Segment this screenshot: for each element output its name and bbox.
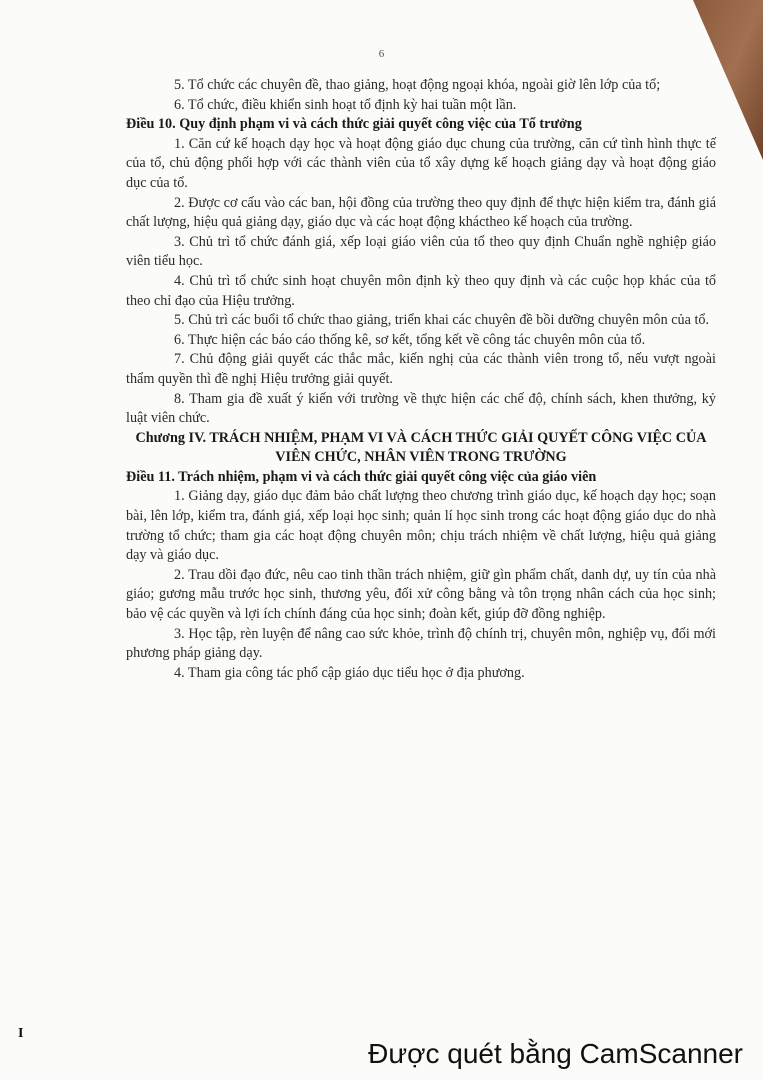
chapter-heading: Chương IV. TRÁCH NHIỆM, PHẠM VI VÀ CÁCH THỨC GIẢI QUYẾT CÔNG VIỆC CỦA VIÊN CHỨC, NHÂN VIÊN TRONG TRƯỜNG — [135, 429, 707, 466]
list-item: 6. Tổ chức, điều khiển sinh hoạt tổ định kỳ hai tuần một lần. — [174, 96, 517, 113]
list-item: 7. Chủ động giải quyết các thắc mắc, kiến nghị của các thành viên trong tổ, nếu vượt ngoài thẩm quyền thì đề nghị Hiệu trưởng giải quyết. — [126, 351, 716, 387]
list-item: 4. Chủ trì tổ chức sinh hoạt chuyên môn định kỳ theo quy định và các cuộc họp khác của tổ theo chỉ đạo của Hiệu trưởng. — [126, 272, 716, 309]
footer-mark: I — [18, 1026, 24, 1041]
list-item: 5. Chủ trì các buổi tổ chức thao giảng, triển khai các chuyên đề bồi dưỡng chuyên môn của tổ. — [174, 312, 710, 329]
page-number: 6 — [378, 48, 385, 60]
article-heading: Điều 10. Quy định phạm vi và cách thức giải quyết công việc của Tổ trưởng — [126, 116, 582, 133]
list-item: 8. Tham gia đề xuất ý kiến với trường về thực hiện các chế độ, chính sách, khen thưởng, kỷ luật viên chức. — [126, 390, 716, 427]
scanner-watermark: Được quét bằng CamScanner — [368, 1038, 743, 1069]
article-heading: Điều 11. Trách nhiệm, phạm vi và cách thức giải quyết công việc của giáo viên — [126, 468, 597, 485]
list-item: 4. Tham gia công tác phổ cập giáo dục tiểu học ở địa phương. — [174, 664, 525, 681]
document-body — [126, 76, 716, 683]
list-item: 3. Chủ trì tổ chức đánh giá, xếp loại giáo viên của tổ theo quy định Chuẩn nghề nghiệp giáo viên tiểu học. — [126, 233, 716, 270]
list-item: 6. Thực hiện các báo cáo thống kê, sơ kết, tổng kết về công tác chuyên môn của tổ. — [174, 331, 646, 348]
list-item: 1. Giảng dạy, giáo dục đảm bảo chất lượng theo chương trình giáo dục, kế hoạch dạy học; soạn bài, lên lớp, kiểm tra, đánh giá, xếp loại học sinh; quản lí học sinh trong các hoạt động giáo dục do nhà trường tổ chức; tham gia các hoạt động chuyên môn; chịu trách nhiệm về chất lượng, hiệu quả giảng dạy và giáo dục. — [126, 488, 716, 564]
list-item: 2. Được cơ cấu vào các ban, hội đồng của trường theo quy định để thực hiện kiểm tra, đánh giá chất lượng, hiệu quả giảng dạy, giáo dục và các hoạt động kháctheo kế hoạch của trường. — [126, 194, 716, 231]
list-item: 2. Trau dồi đạo đức, nêu cao tinh thần trách nhiệm, giữ gìn phẩm chất, danh dự, uy tín của nhà giáo; gương mẫu trước học sinh, thương yêu, đối xử công bằng và tôn trọng nhân cách của học sinh; bảo vệ các quyền và lợi ích chính đáng của học sinh; đoàn kết, giúp đỡ đồng nghiệp. — [126, 566, 716, 623]
list-item: 1. Căn cứ kế hoạch dạy học và hoạt động giáo dục chung của trường, căn cứ tình hình thực tế của tổ, chủ động phối hợp với các thành viên của tổ xây dựng kế hoạch giảng dạy và hoạt động giáo dục của tổ. — [126, 135, 716, 191]
list-item: 5. Tổ chức các chuyên đề, thao giảng, hoạt động ngoại khóa, ngoài giờ lên lớp của tổ; — [174, 77, 661, 93]
list-item: 3. Học tập, rèn luyện để nâng cao sức khỏe, trình độ chính trị, chuyên môn, nghiệp vụ, đổi mới phương pháp giảng dạy. — [126, 625, 716, 662]
